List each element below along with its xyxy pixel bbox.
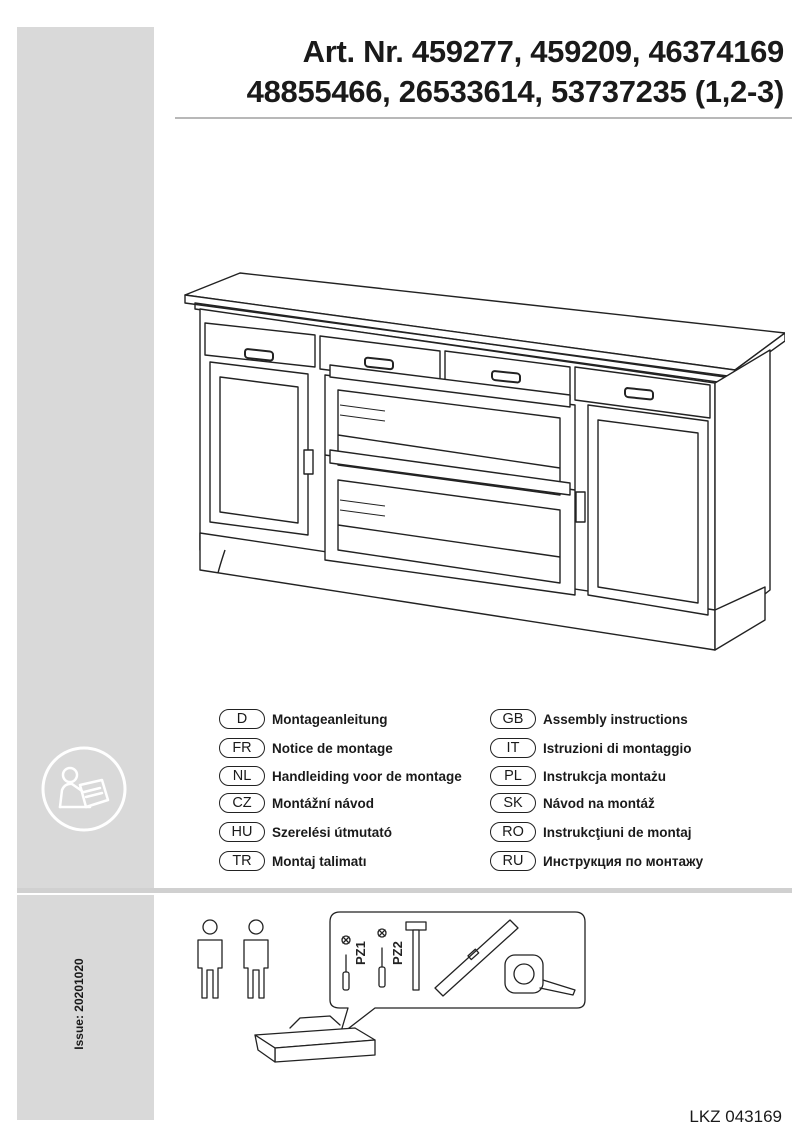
issue-date: Issue: 20201020 xyxy=(72,958,86,1050)
language-item xyxy=(219,821,392,843)
language-text: Montaj talimatı xyxy=(272,853,367,869)
screwdriver-label: PZ2 xyxy=(390,941,405,965)
language-item xyxy=(219,708,388,730)
title-rule xyxy=(175,117,792,119)
language-text: Istruzioni di montaggio xyxy=(543,740,692,756)
title-line-2: 48855466, 26533614, 53737235 (1,2-3) xyxy=(246,74,784,109)
language-item xyxy=(490,821,692,843)
screwdriver-label: PZ1 xyxy=(353,941,368,965)
language-text: Instrukcja montażu xyxy=(543,768,667,784)
language-text: Instrukcţiuni de montaj xyxy=(543,824,692,840)
language-code: NL xyxy=(219,766,265,786)
language-item xyxy=(490,850,703,872)
section-divider xyxy=(17,888,792,893)
person-icon xyxy=(198,920,222,998)
language-text: Инструкция по монтажу xyxy=(543,853,704,869)
language-item xyxy=(219,765,462,787)
product-code: LKZ 043169 xyxy=(689,1107,782,1126)
language-item xyxy=(219,792,374,814)
language-code: RU xyxy=(490,851,536,871)
language-code: FR xyxy=(219,738,265,758)
language-code: IT xyxy=(490,738,536,758)
title-line-1: Art. Nr. 459277, 459209, 46374169 xyxy=(302,34,784,69)
language-item xyxy=(490,737,692,759)
language-text: Notice de montage xyxy=(272,740,393,756)
language-text: Handleiding voor de montage xyxy=(272,768,462,784)
language-text: Szerelési útmutató xyxy=(272,824,393,840)
language-code: PL xyxy=(490,766,536,786)
tools-illustration xyxy=(180,900,590,1065)
language-item xyxy=(219,850,367,872)
language-code: CZ xyxy=(219,793,265,813)
language-code: HU xyxy=(219,822,265,842)
language-text: Assembly instructions xyxy=(543,711,688,727)
read-manual-icon xyxy=(40,745,128,833)
language-item xyxy=(490,765,666,787)
language-item xyxy=(219,737,393,759)
language-code: SK xyxy=(490,793,536,813)
toolbox-icon xyxy=(255,1016,375,1062)
page-title xyxy=(247,32,784,112)
language-item xyxy=(490,708,688,730)
sideboard-illustration xyxy=(180,265,785,655)
person-icon xyxy=(244,920,268,998)
language-item xyxy=(490,792,655,814)
language-code: D xyxy=(219,709,265,729)
language-text: Montageanleitung xyxy=(272,711,388,727)
language-code: RO xyxy=(490,822,536,842)
language-code: GB xyxy=(490,709,536,729)
language-text: Návod na montáž xyxy=(543,795,655,811)
language-text: Montážní návod xyxy=(272,795,374,811)
language-code: TR xyxy=(219,851,265,871)
